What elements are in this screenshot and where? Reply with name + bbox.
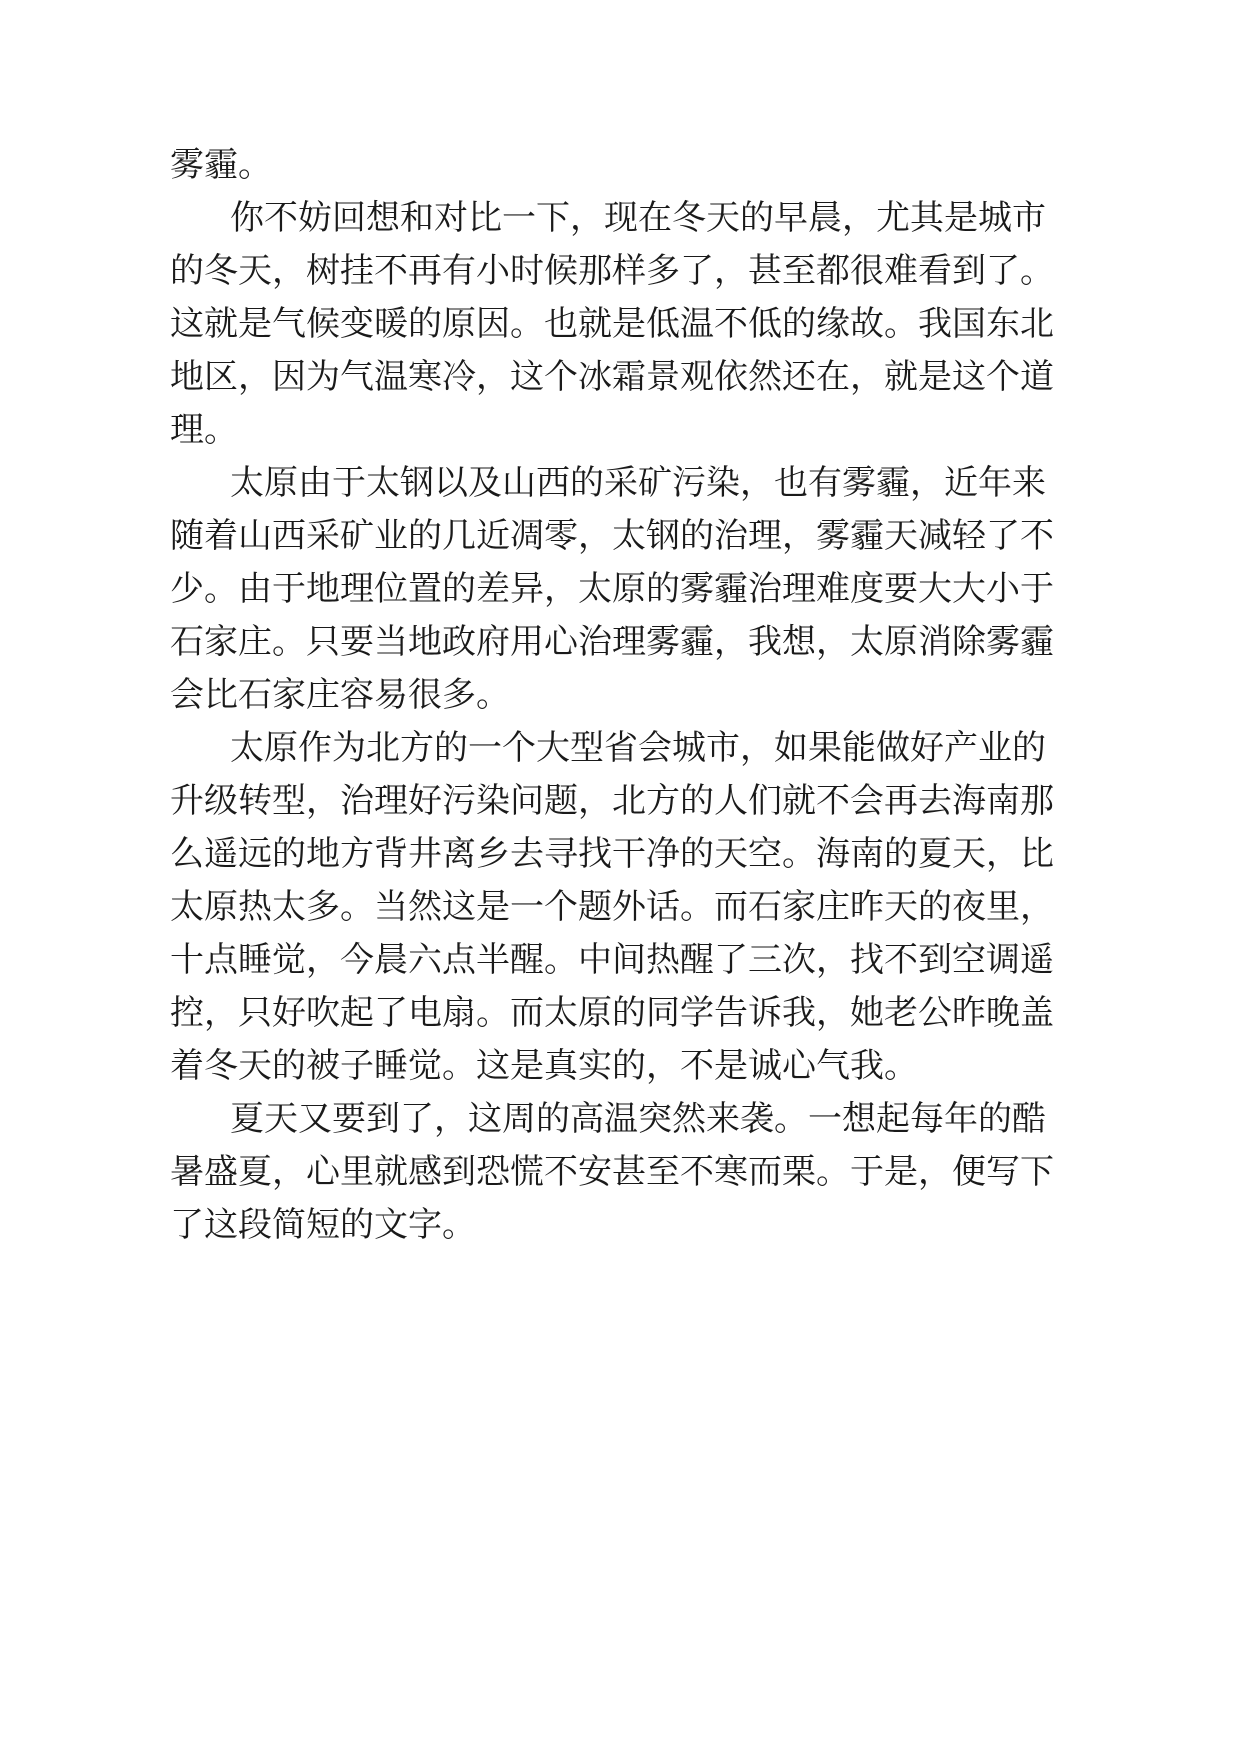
text-line: 这就是气候变暖的原因。也就是低温不低的缘故。我国东北 bbox=[170, 304, 1054, 344]
text-line: 升级转型，治理好污染问题，北方的人们就不会再去海南那 bbox=[170, 781, 1054, 821]
text-line: 了这段简短的文字。 bbox=[170, 1205, 476, 1245]
text-line: 太原作为北方的一个大型省会城市，如果能做好产业的 bbox=[230, 728, 1046, 768]
text-line: 太原由于太钢以及山西的采矿污染，也有雾霾，近年来 bbox=[230, 463, 1046, 503]
text-line: 么遥远的地方背井离乡去寻找干净的天空。海南的夏天，比 bbox=[170, 834, 1054, 874]
text-line: 随着山西采矿业的几近凋零，太钢的治理，雾霾天减轻了不 bbox=[170, 516, 1054, 556]
text-line: 着冬天的被子睡觉。这是真实的，不是诚心气我。 bbox=[170, 1046, 918, 1086]
text-line: 太原热太多。当然这是一个题外话。而石家庄昨天的夜里， bbox=[170, 887, 1054, 927]
text-line: 雾霾。 bbox=[170, 145, 272, 185]
text-line: 你不妨回想和对比一下，现在冬天的早晨，尤其是城市 bbox=[230, 198, 1046, 238]
text-line: 石家庄。只要当地政府用心治理雾霾，我想，太原消除雾霾 bbox=[170, 622, 1054, 662]
text-line: 暑盛夏，心里就感到恐慌不安甚至不寒而栗。于是，便写下 bbox=[170, 1152, 1054, 1192]
text-line: 理。 bbox=[170, 410, 238, 450]
text-line: 十点睡觉，今晨六点半醒。中间热醒了三次，找不到空调遥 bbox=[170, 940, 1054, 980]
text-line: 会比石家庄容易很多。 bbox=[170, 675, 510, 715]
text-line: 地区，因为气温寒冷，这个冰霜景观依然还在，就是这个道 bbox=[170, 357, 1054, 397]
text-line: 的冬天，树挂不再有小时候那样多了，甚至都很难看到了。 bbox=[170, 251, 1054, 291]
text-line: 少。由于地理位置的差异，太原的雾霾治理难度要大大小于 bbox=[170, 569, 1054, 609]
text-line: 控，只好吹起了电扇。而太原的同学告诉我，她老公昨晚盖 bbox=[170, 993, 1054, 1033]
text-line: 夏天又要到了，这周的高温突然来袭。一想起每年的酷 bbox=[230, 1099, 1046, 1139]
